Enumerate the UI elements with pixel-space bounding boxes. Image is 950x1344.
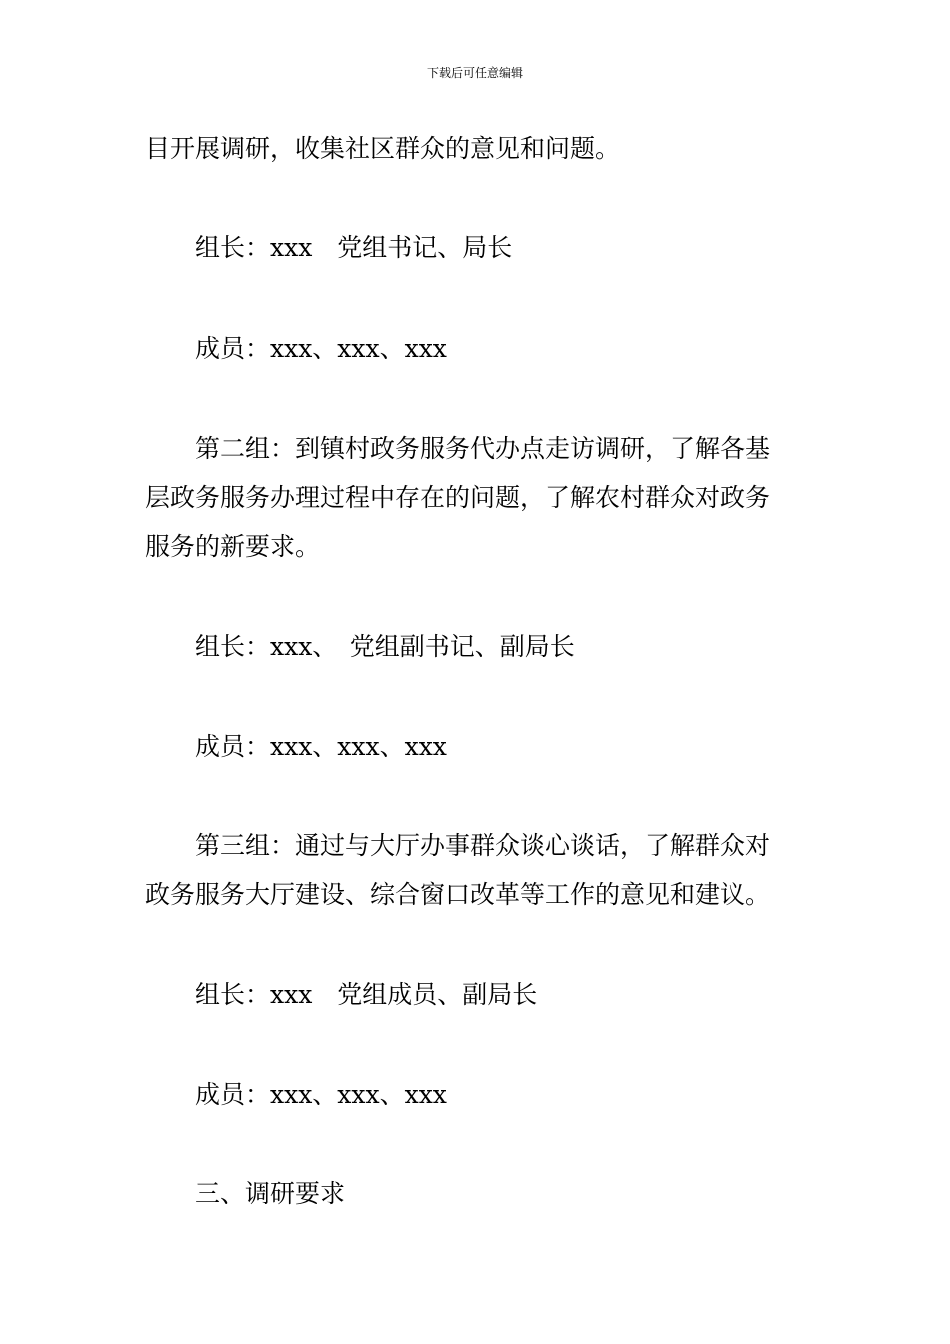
group3-members: 成员：xxx、xxx、xxx xyxy=(195,1080,447,1109)
group2-description-line3: 服务的新要求。 xyxy=(145,532,321,561)
group2-members: 成员：xxx、xxx、xxx xyxy=(195,732,447,761)
group3-description-line1: 第三组：通过与大厅办事群众谈心谈话，了解群众对 xyxy=(195,831,771,860)
paragraph-line: 目开展调研，收集社区群众的意见和问题。 xyxy=(145,134,621,163)
group3-leader: 组长：xxx 党组成员、副局长 xyxy=(195,980,538,1009)
group1-leader: 组长：xxx 党组书记、局长 xyxy=(195,233,513,262)
group2-description-line1: 第二组：到镇村政务服务代办点走访调研，了解各基 xyxy=(195,434,771,463)
section-heading: 三、调研要求 xyxy=(195,1179,346,1208)
group3-description-line2: 政务服务大厅建设、综合窗口改革等工作的意见和建议。 xyxy=(145,880,771,909)
page-header: 下载后可任意编辑 xyxy=(426,66,523,80)
group2-description-line2: 层政务服务办理过程中存在的问题，了解农村群众对政务 xyxy=(145,483,771,512)
group2-leader: 组长：xxx、 党组副书记、副局长 xyxy=(195,632,575,661)
group1-members: 成员：xxx、xxx、xxx xyxy=(195,334,447,363)
